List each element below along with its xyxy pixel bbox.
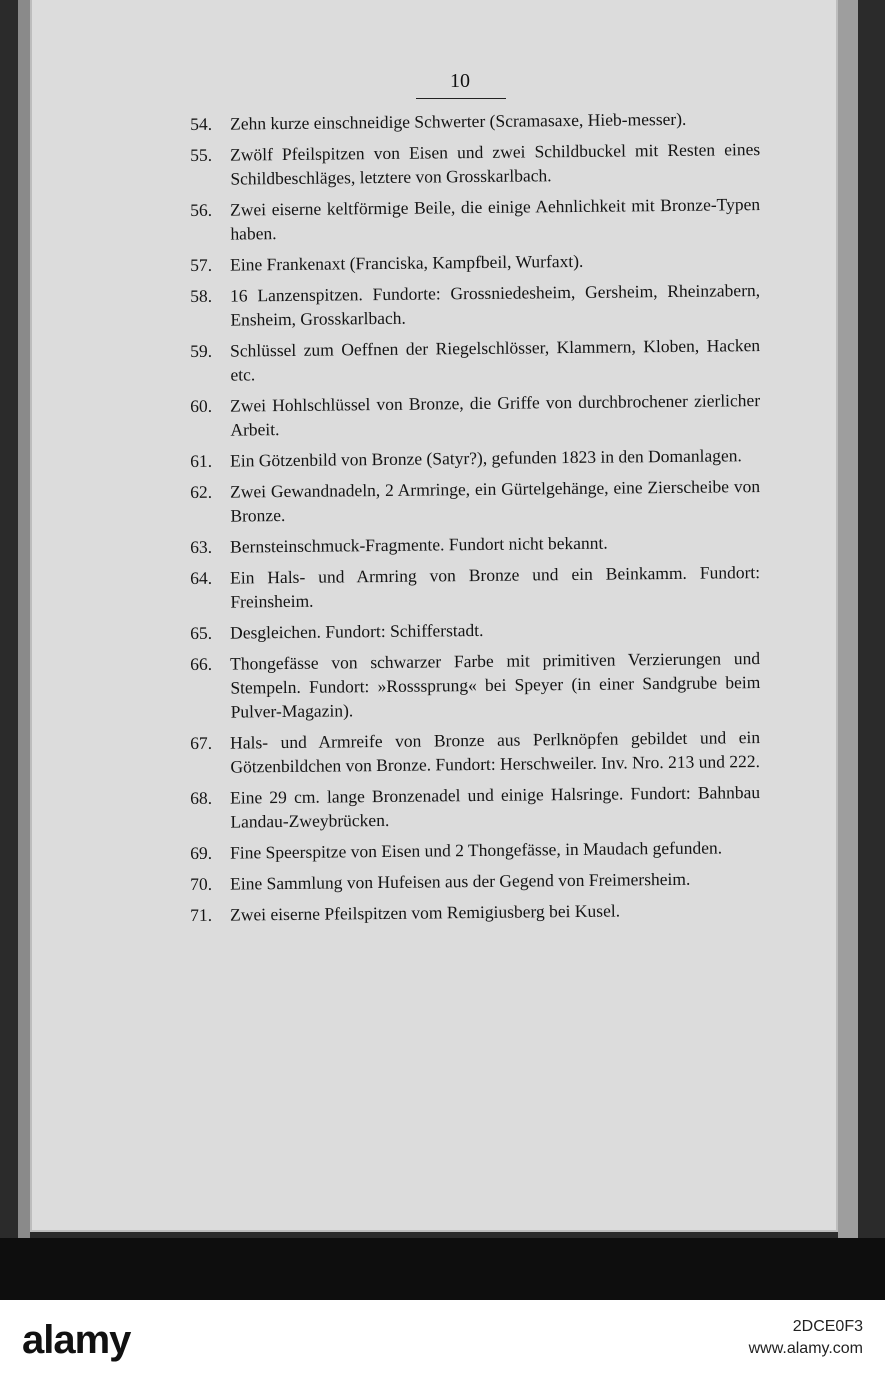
entry-number: 57. [190, 254, 213, 275]
entry-text: Zwölf Pfeilspitzen von Eisen und zwei Schildbuckel mit Resten eines Schildbeschläges, letztere von Grosskarlbach. [230, 139, 761, 189]
entry-text: Schlüssel zum Oeffnen der Riegelschlösser, Klammern, Kloben, Hacken etc. [230, 335, 761, 385]
image-id: 2DCE0F3 [792, 1318, 863, 1335]
list-item [190, 780, 760, 834]
page-left-edge [18, 0, 30, 1240]
entry-number: 65. [190, 622, 213, 643]
list-item [190, 560, 760, 614]
entry-text: 16 Lanzenspitzen. Fundorte: Grossniedesheim, Gersheim, Rheinzabern, Ensheim, Grosskarlbach. [230, 280, 761, 330]
entry-text: Ein Hals- und Armring von Bronze und ein Beinkamm. Fundort: Freinsheim. [230, 562, 761, 612]
list-item [190, 137, 760, 191]
entry-text: Thongefässe von schwarzer Farbe mit primitiven Verzierungen und Stempeln. Fundort: »Rosssprung« bei Speyer (in einer Sandgrube beim Pulver-Magazin). [230, 648, 761, 722]
list-item [190, 725, 760, 779]
entry-text: Eine Sammlung von Hufeisen aus der Gegend von Freimersheim. [230, 868, 691, 894]
entry-text: Desgleichen. Fundort: Schifferstadt. [230, 619, 484, 643]
entry-number: 54. [190, 113, 213, 134]
list-item [190, 897, 760, 927]
entry-text: Eine Frankenaxt (Franciska, Kampfbeil, Wurfaxt). [230, 250, 584, 275]
list-item [190, 106, 760, 136]
alamy-logo: alamy [22, 1318, 131, 1362]
site-url: www.alamy.com [748, 1340, 863, 1357]
entry-text: Zwei eiserne keltförmige Beile, die einige Aehnlichkeit mit Bronze-Typen haben. [230, 194, 761, 244]
entry-number: 59. [190, 340, 213, 361]
inventory-list [190, 108, 761, 934]
entry-text: Zwei eiserne Pfeilspitzen vom Remigiusberg bei Kusel. [230, 900, 621, 925]
entry-text: Eine 29 cm. lange Bronzenadel und einige Halsringe. Fundort: Bahnbau Landau-Zweybrücken. [230, 782, 761, 832]
entry-number: 58. [190, 285, 213, 306]
list-item [190, 443, 760, 473]
entry-number: 61. [190, 450, 213, 471]
page-right-edge [838, 0, 858, 1240]
entry-text: Zwei Hohlschlüssel von Bronze, die Griffe von durchbrochener zierlicher Arbeit. [230, 390, 761, 440]
page-number: 10 [450, 70, 470, 92]
list-item [190, 333, 760, 387]
entry-number: 70. [190, 873, 213, 894]
list-item [190, 646, 761, 724]
list-item [190, 835, 760, 865]
page-number-rule [416, 98, 506, 99]
scan-bottom-band [0, 1238, 885, 1300]
entry-number: 67. [190, 732, 213, 753]
list-item [190, 192, 760, 246]
list-item [190, 615, 760, 645]
entry-number: 60. [190, 395, 213, 416]
entry-number: 71. [190, 904, 213, 925]
entry-text: Zehn kurze einschneidige Schwerter (Scramasaxe, Hieb-messer). [230, 108, 687, 134]
entry-number: 56. [190, 199, 213, 220]
entry-number: 62. [190, 481, 213, 502]
entry-number: 55. [190, 144, 213, 165]
list-item [190, 247, 760, 277]
list-item [190, 388, 760, 442]
entry-text: Zwei Gewandnadeln, 2 Armringe, ein Gürtelgehänge, eine Zierscheibe von Bronze. [230, 476, 761, 526]
entry-number: 66. [190, 653, 213, 674]
entry-number: 68. [190, 787, 213, 808]
list-item [190, 866, 760, 896]
list-item [190, 474, 760, 528]
entry-text: Bernsteinschmuck-Fragmente. Fundort nicht bekannt. [230, 532, 608, 557]
entry-number: 64. [190, 567, 213, 588]
list-item [190, 278, 760, 332]
list-item [190, 529, 760, 559]
entry-text: Hals- und Armreife von Bronze aus Perlknöpfen gebildet und ein Götzenbildchen von Bronze. Fundort: Herschweiler. Inv. Nro. 213 und 222. [230, 727, 761, 777]
entry-text: Fine Speerspitze von Eisen und 2 Thongefässe, in Maudach gefunden. [230, 837, 723, 863]
entry-number: 63. [190, 536, 213, 557]
entry-text: Ein Götzenbild von Bronze (Satyr?), gefunden 1823 in den Domanlagen. [230, 445, 742, 471]
image-credit [749, 1316, 863, 1360]
entry-number: 69. [190, 842, 213, 863]
